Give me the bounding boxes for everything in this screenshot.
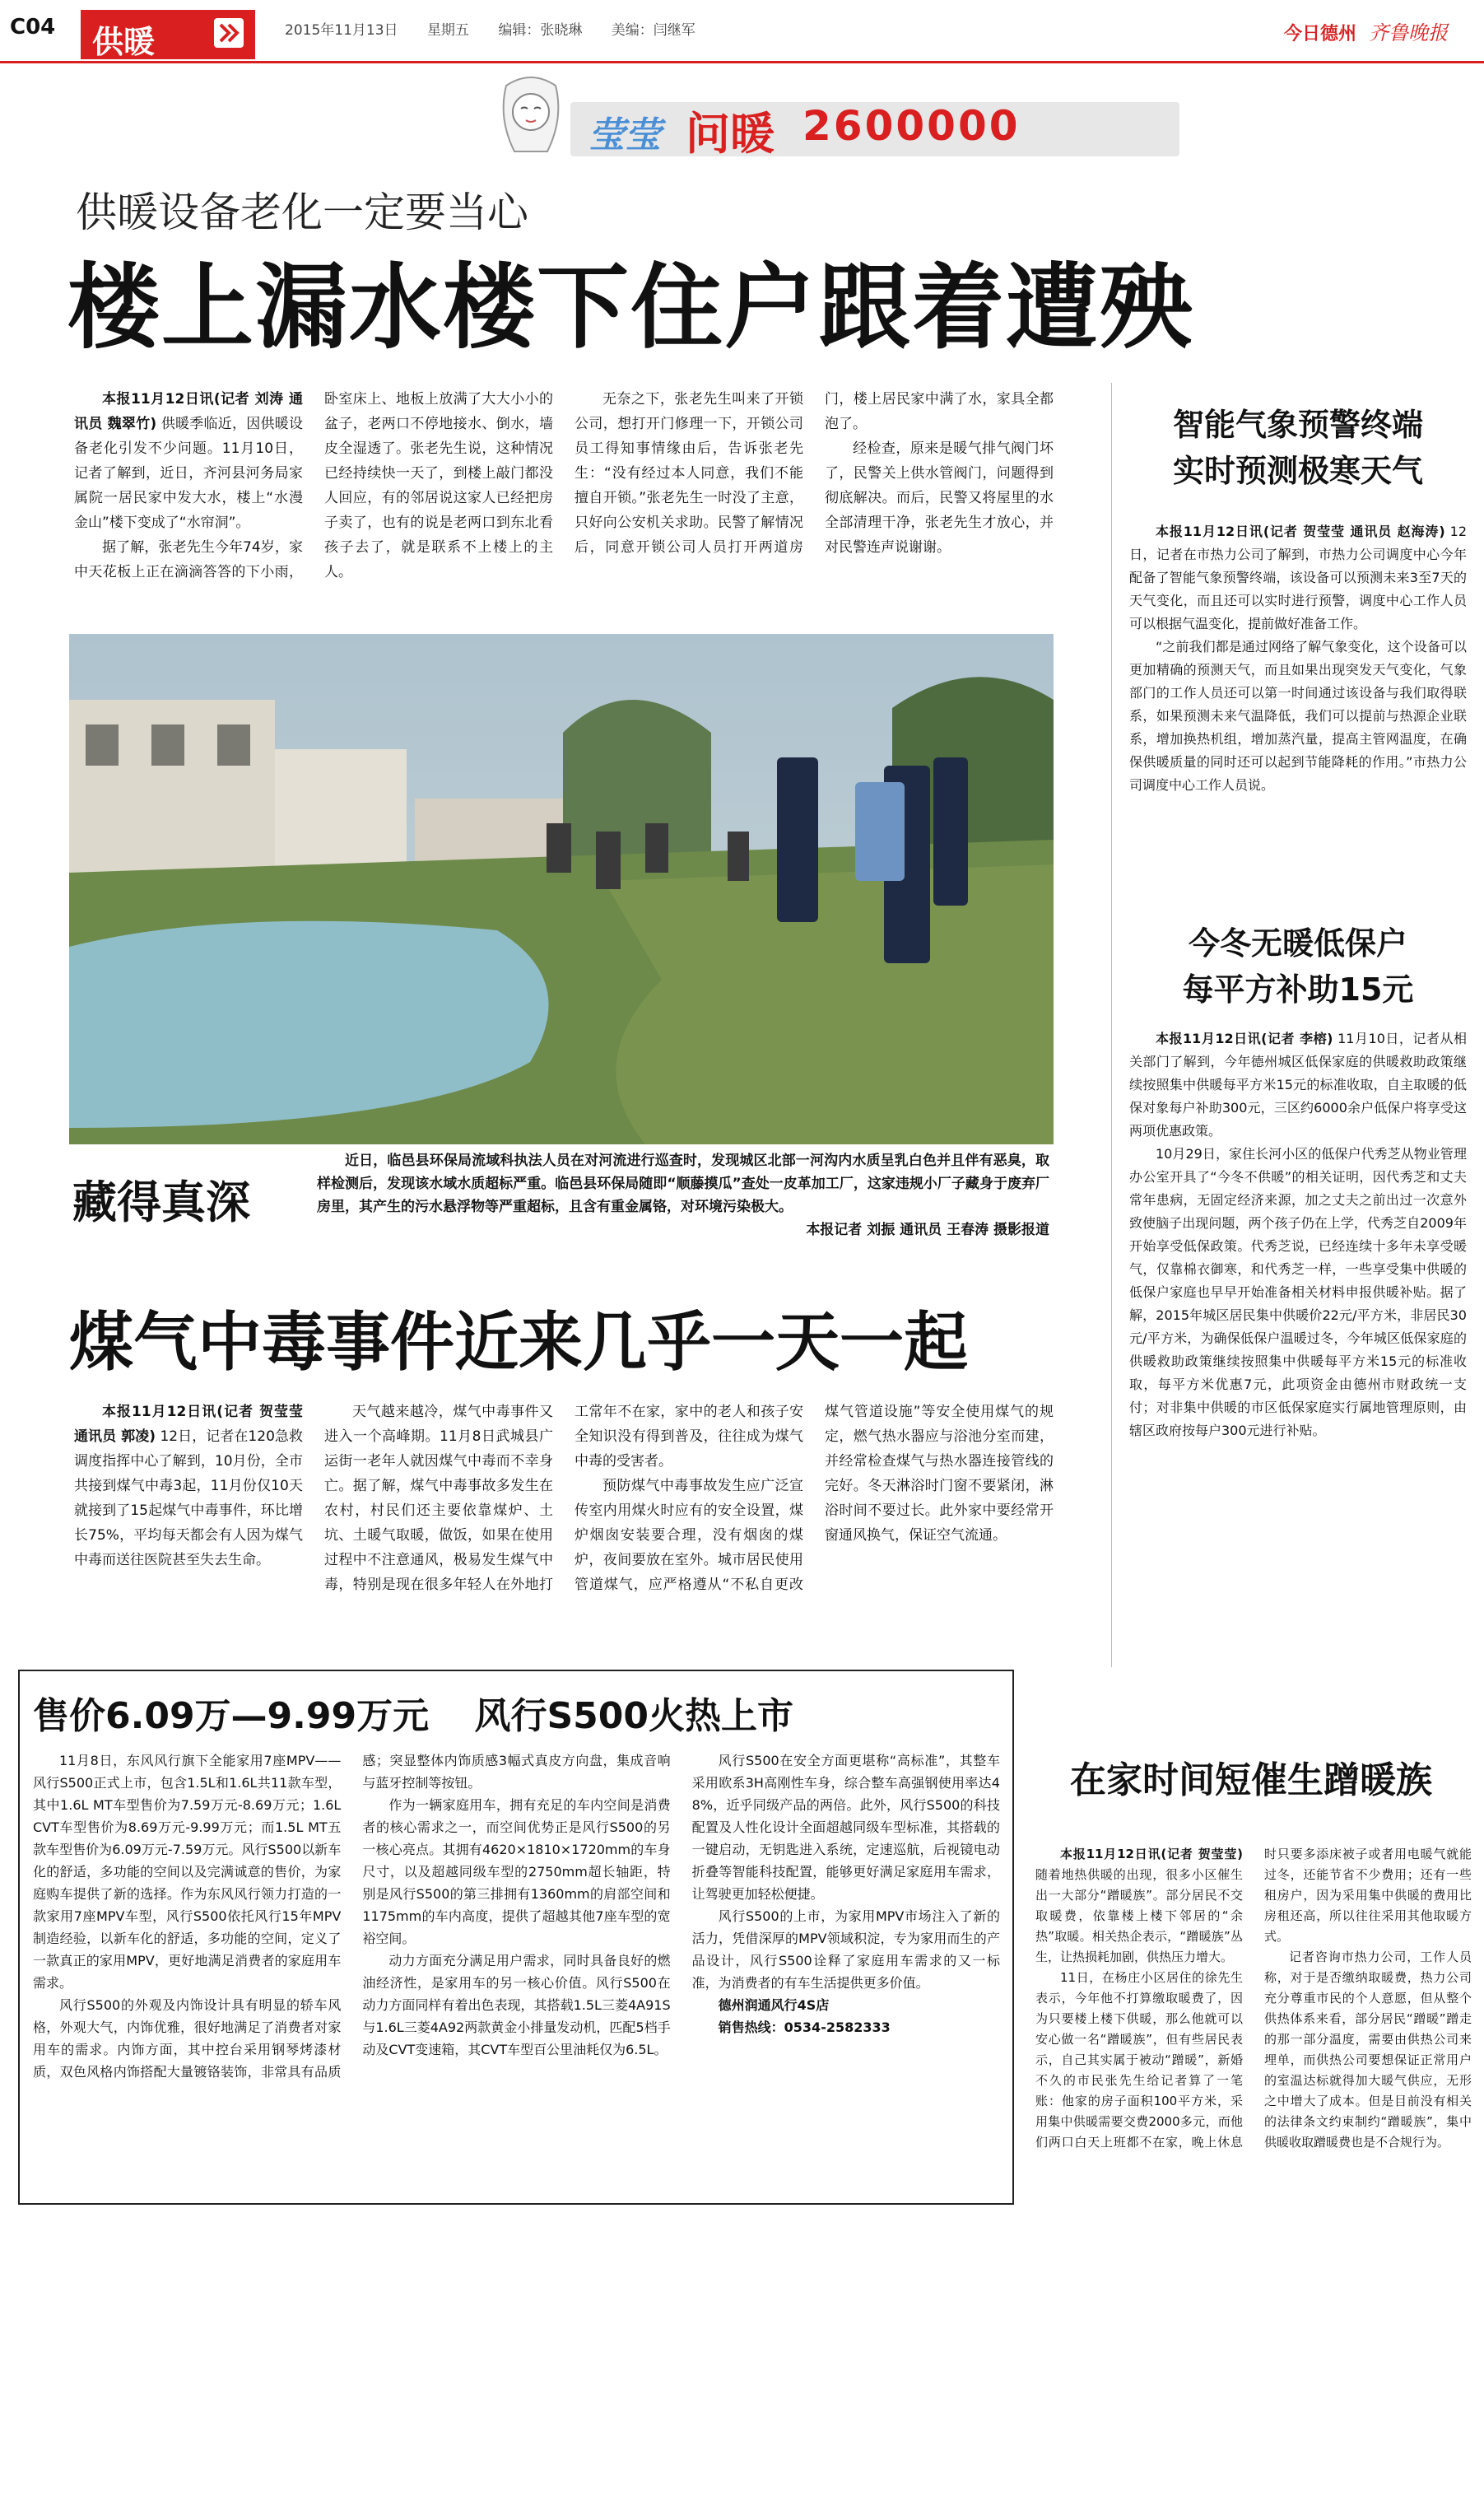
photo-title: 藏得真深 [72, 1176, 250, 1228]
weather-paragraph: “之前我们都是通过网络了解气象变化，这个设备可以更加精确的预测天气，而且如果出现突发天气变化，气象部门的工作人员还可以第一时间通过该设备与我们取得联系，如果预测未来气温降低，我们可以提前与热源企业联系，增加换热机组，增加蒸汽量，提高主管网温度，在确保供暖质量的同时还可以起到节能降耗的作用。”市热力公司调度中心工作人员说。 [1129, 639, 1467, 793]
gas-paragraph: 天气越来越冷，煤气中毒事件又进入一个高峰期。11月8日武城县广运街一老年人就因煤气中毒而不幸身亡。据了解，煤气中毒事故多发生在农村，村民们还主要依靠煤炉、土坑、土暖气取暖，做饭，如果在使用过程中不注意通风，极易发生煤气中毒，特别是现在很多年轻人在外地打工常年不在家，家中的老人和孩子安全知识没有得到普及，往往成为煤气中毒的受害者。 [324, 1404, 803, 1593]
news-photo [69, 634, 1054, 1144]
lead-body [74, 387, 1054, 634]
subsidy-headline [1129, 920, 1467, 1013]
page-number: C04 [10, 15, 56, 40]
section-label: 供暖 [92, 24, 156, 60]
ad-headline-price: 售价6.09万—9.99万元 [33, 1695, 430, 1737]
subsidy-headline-line1: 今冬无暖低保户 [1188, 925, 1407, 962]
photo-credit: 本报记者 刘振 通讯员 王春涛 摄影报道 [806, 1222, 1049, 1238]
designer: 美编：闫继军 [611, 22, 695, 39]
banner [481, 69, 1189, 166]
photo-caption: 近日，临邑县环保局流域科执法人员在对河流进行巡查时，发现城区北部一河沟内水质呈乳白色并且伴有恶臭，取样检测后，发现该水域水质超标严重。临邑县环保局随即“顺藤摸瓜”查处一皮革加工厂，这家违规小厂子藏身于废弃厂房里，其产生的污水悬浮物等严重超标，且含有重金属铬，对环境污染极大。 [317, 1153, 1049, 1215]
brand-jinri-dezhou: 今日德州 [1284, 24, 1357, 44]
header-meta [285, 18, 695, 39]
banner-word: 问暖 [686, 108, 775, 160]
chevron-right-icon [214, 18, 244, 48]
section-tab [81, 10, 255, 59]
lead-paragraph: 供暖季临近，因供暖设备老化引发不少问题。11月10日，记者了解到，近日，齐河县河务局家属院一居民家中发大水，楼上“水漫金山”楼下变成了“水帘洞”。 [74, 416, 304, 531]
header-rule [0, 61, 1484, 63]
hometime-headline: 在家时间短催生蹭暖族 [1070, 1759, 1432, 1801]
ad-dealer: 德州润通风行4S店 [718, 1997, 830, 2013]
lead-paragraph: 据了解，张老先生今年74岁，家中天花板上正在滴滴答答的下小雨，卧室床上、地板上放满了大大小小的盆子，老两口不停地接水、倒水，墙皮全湿透了。张老先生说，这种情况已经持续快一天了，到楼上敲门都没人回应，有的邻居说这家人已经把房子卖了，也有的说是老两口到东北看孩子去了，就是联系不上楼上的主人。 [74, 391, 553, 580]
banner-number: 2600000 [802, 102, 1021, 150]
photo-caption-block [317, 1149, 1049, 1242]
ad-paragraph: 动力方面充分满足用户需求，同时具备良好的燃油经济性，是家用车的另一核心价值。风行S500在动力方面同样有着出色表现，其搭载1.5L三菱4A91S与1.6L三菱4A92两款黄金小排量发动机，匹配5档手动及CVT变速箱，其CVT车型百公里油耗仅为6.5L。 [362, 1953, 671, 2057]
issue-date: 2015年11月13日 [285, 22, 398, 39]
subsidy-body [1129, 1027, 1467, 1442]
subsidy-paragraph: 11月10日，记者从相关部门了解到，今年德州城区低保家庭的供暖救助政策继续按照集中供暖每平方米15元的标准收取，自主取暖的低保对象每户补助300元，三区约6000余户低保户将享受这两项优惠政策。 [1129, 1031, 1467, 1139]
weather-body [1129, 520, 1467, 797]
hometime-paragraph: 记者咨询市热力公司，工作人员称，对于是否缴纳取暖费，热力公司充分尊重市民的个人意愿，但从整个供热体系来看，部分居民“蹭暖”蹭走的那一部分温度，需要由供热公司来埋单，而供热公司要想保证正常用户的室温达标就得加大暖气供应，无形之中增大了成本。但是目前没有相关的法律条文约束制约“蹭暖族”，集中供暖收取蹭暖费也是不合规行为。 [1264, 1950, 1472, 2150]
issue-weekday: 星期五 [426, 22, 469, 39]
ad-paragraph: 11月8日，东风风行旗下全能家用7座MPV——风行S500正式上市，包含1.5L和1.6L共11款车型，其中1.6L MT车型售价为7.59万元-8.69万元；1.6L CVT车型售价为8.69万元-9.99万元；而1.5L MT五款车型售价为6.09万元-7.59万元。风行S500以新车化的舒适，多功能的空间以及完满诚意的售价，为家庭购车提供了新的选择。作为东风风行领力打造的一款家用7座MPV车型，风行S500依托风行15年MPV制造经验，以新车化的舒适，多功能的空间，定义了一款真正的家用MPV，更好地满足消费者的家庭用车需求。 [33, 1753, 342, 1991]
column-divider [1111, 383, 1112, 1667]
ad-body [33, 1749, 1000, 2194]
banner-name: 莹莹 [588, 114, 661, 156]
gas-headline: 煤气中毒事件近来几乎一天一起 [69, 1306, 969, 1380]
lead-paragraph: 经检查，原来是暖气排气阀门坏了，民警关上供水管阀门，问题得到彻底解决。而后，民警又将屋里的水全部清理干净，张老先生才放心，并对民警连声说谢谢。 [825, 440, 1054, 556]
weather-headline-line2: 实时预测极寒天气 [1172, 453, 1423, 489]
ad-paragraph: 风行S500在安全方面更堪称“高标准”，其整车采用欧系3H高刚性车身，综合整车高强钢使用率达48%，近乎同级产品的两倍。此外，风行S500的科技配置及人性化设计全面超越同级车型标准，其搭载的一键启动，无钥匙进入系统，定速巡航，后视镜电动折叠等智能科技配置，能够更好满足家庭用车需求，让驾驶更加轻松便捷。 [691, 1753, 1000, 1902]
ad-hotline: 销售热线：0534-2582333 [718, 2020, 891, 2035]
weather-headline-line1: 智能气象预警终端 [1172, 407, 1423, 443]
ad-headline-model: 风行S500火热上市 [474, 1695, 793, 1737]
brand-qilu-wanbao: 齐鲁晚报 [1369, 21, 1449, 44]
lead-byline: 本报11月12日讯(记者 刘涛 通讯员 魏翠竹) [74, 391, 303, 432]
editor: 编辑：张晓琳 [498, 22, 583, 39]
weather-headline [1129, 402, 1467, 494]
brand-block [1284, 16, 1448, 45]
hometime-paragraph: 随着地热供暖的出现，很多小区催生出一大部分“蹭暖族”。部分居民不交取暖费，依靠楼上楼下邻居的“余热”取暖。相关热企表示，“蹭暖族”丛生，让热损耗加剧，供热压力增大。 [1035, 1867, 1243, 1964]
weather-byline: 本报11月12日讯(记者 贺莹莹 通讯员 赵海涛) [1156, 524, 1445, 539]
gas-paragraph: 12日，记者在120急救调度指挥中心了解到，10月份，全市共接到煤气中毒3起，11月份仅10天就接到了15起煤气中毒事件，环比增长75%，平均每天都会有人因为煤气中毒而送往医院甚至失去生命。 [74, 1428, 303, 1568]
gas-byline: 本报11月12日讯(记者 贺莹莹 通讯员 郭凌) [74, 1404, 303, 1445]
ad-paragraph: 风行S500的外观及内饰设计具有明显的轿车风格，外观大气，内饰优雅，很好地满足了消费者对家用车的需求。内饰方面，其中控台采用钢琴烤漆材质，双色风格内饰搭配大量镀铬装饰，非常具有品质感；突显整体内饰质感3幅式真皮方向盘，集成音响与蓝牙控制等按钮。 [33, 1753, 671, 2080]
ad-paragraph: 风行S500的上市，为家用MPV市场注入了新的活力，凭借深厚的MPV领域积淀，专为家用而生的产品设计，风行S500诠释了家庭用车需求的又一标准，为消费者的有车生活提供更多价值。 [691, 1908, 1000, 1991]
girl-avatar-illustration [481, 69, 580, 166]
ad-paragraph: 作为一辆家庭用车，拥有充足的车内空间是消费者的核心需求之一，而空间优势正是风行S500的另一核心亮点。其拥有4620×1810×1720mm的车身尺寸，以及超越同级车型的2750mm超长轴距，特别是风行S500的第三排拥有1360mm的肩部空间和1175mm的车内高度，提供了超越其他7座车型的宽裕空间。 [362, 1797, 671, 1946]
lead-headline: 楼上漏水楼下住户跟着遭殃 [67, 254, 1193, 361]
subsidy-byline: 本报11月12日讯(记者 李榕) [1156, 1031, 1333, 1046]
hometime-body [1035, 1844, 1472, 2206]
hometime-byline: 本报11月12日讯(记者 贺莹莹) [1060, 1847, 1243, 1861]
subsidy-paragraph: 10月29日，家住长河小区的低保户代秀芝从物业管理办公室开具了“今冬不供暖”的相关证明，因代秀芝和丈夫常年患病，无固定经济来源，加之丈夫之前出过一次意外致使脑子出现问题，两个孩子仍在上学，代秀芝自2009年开始享受低保政策。代秀芝说，已经连续十多年未享受暖气，仅靠棉衣御寒，和代秀芝一样，一些享受集中供暖的低保户家庭也早早开始准备相关材料申报供暖补贴。据了解，2015年城区居民集中供暖价22元/平方米，非居民30元/平方米，为确保低保户温暖过冬，今年城区低保家庭的供暖救助政策继续按照集中供暖每平方米15元的标准收取，每平方米优惠7元，此项资金由德州市财政统一支付；对非集中供暖的市区低保家庭实行属地管理原则，由辖区政府按每户300元进行补贴。 [1129, 1146, 1467, 1438]
gas-body [74, 1400, 1054, 1647]
weather-paragraph: 12日，记者在市热力公司了解到，市热力公司调度中心今年配备了智能气象预警终端，该设备可以预测未来3至7天的天气变化，而且还可以实时进行预警，调度中心工作人员可以根据气温变化，提前做好准备工作。 [1129, 524, 1468, 631]
gas-paragraph: 预防煤气中毒事故发生应广泛宣传室内用煤火时应有的安全设置，煤炉烟囱安装要合理，没有烟囱的煤炉，夜间要放在室外。城市居民使用管道煤气，应严格遵从“不私自更改煤气管道设施”等安全使用煤气的规定，燃气热水器应与浴池分室而建，并经常检查煤气与热水器连接管线的完好。冬天淋浴时门窗不要紧闭，淋浴时间不要过长。此外家中要经常开窗通风换气，保证空气流通。 [575, 1404, 1054, 1593]
lead-paragraph: 无奈之下，张老先生叫来了开锁公司，想打开门修理一下，开锁公司员工得知事情缘由后，告诉张老先生：“没有经过本人同意，我们不能擅自开锁。”张老先生一时没了主意，只好向公安机关求助。民警了解情况后，同意开锁公司人员打开两道房门，楼上居民家中满了水，家具全都泡了。 [575, 391, 1054, 556]
ad-headline [33, 1686, 793, 1739]
lead-kicker: 供暖设备老化一定要当心 [76, 189, 528, 236]
hometime-paragraph: 11日，在杨庄小区居住的徐先生表示，今年他不打算缴取暖费了，因为只要楼上楼下供暖，那么他就可以安心做一名“蹭暖族”，但有些居民表示，自己其实属于被动“蹭暖”，新婚不久的市民张先生给记者算了一笔账：他家的房子面积100平方米，采用集中供暖需要交费2000多元，而他们两口白天上班都不在家，晚上休息时只要多添床被子或者用电暖气就能过冬，还能节省不少费用；还有一些租房户，因为采用集中供暖的费用比房租还高，所以往往采用其他取暖方式。 [1035, 1847, 1472, 2150]
subsidy-headline-line2: 每平方补助15元 [1182, 971, 1414, 1008]
